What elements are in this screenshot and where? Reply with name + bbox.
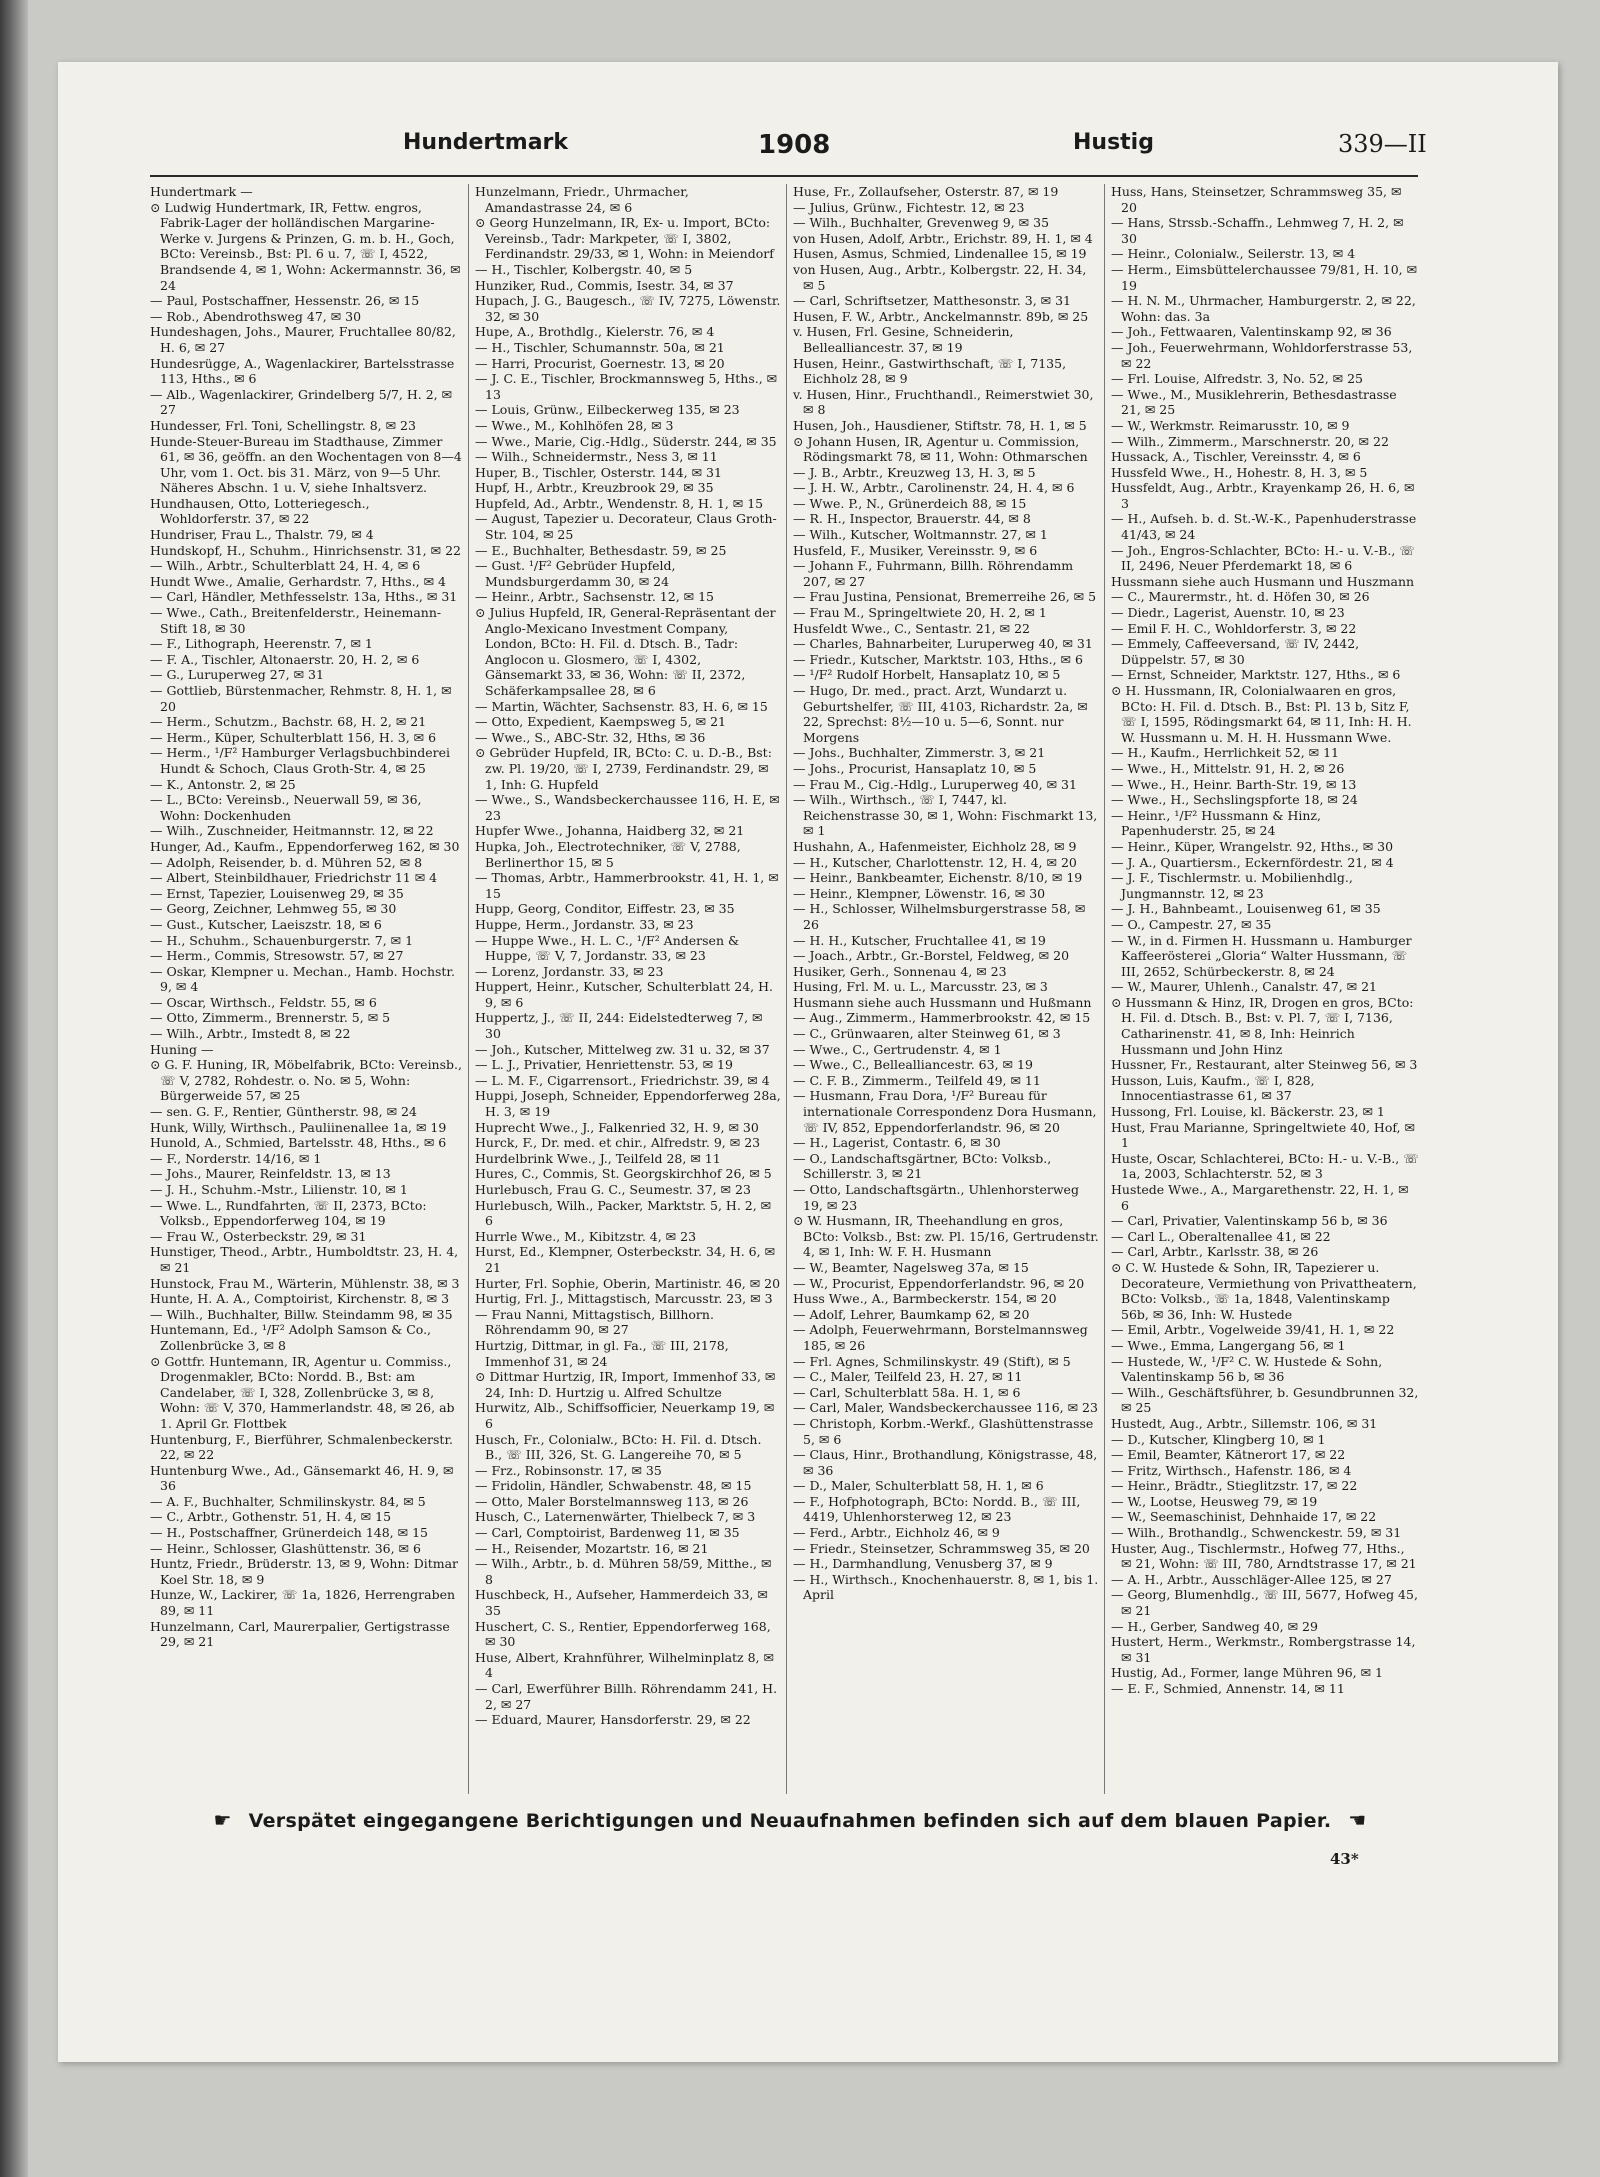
directory-entry: von Husen, Adolf, Arbtr., Erichstr. 89, H. 1, ✉ 4 <box>793 230 1093 246</box>
directory-entry: — Heinr., Colonialw., Seilerstr. 13, ✉ 4 <box>1111 246 1356 262</box>
directory-entry: Hustedt, Aug., Arbtr., Sillemstr. 106, ✉ 31 <box>1111 1415 1378 1431</box>
directory-entry: — Wwe., Marie, Cig.-Hdlg., Süderstr. 244, ✉ 35 <box>475 433 777 449</box>
directory-entry: Hurlebusch, Wilh., Packer, Marktstr. 5, H. 2, ✉ 6 <box>475 1197 772 1229</box>
directory-entry: Huntz, Friedr., Brüderstr. 13, ✉ 9, Wohn: Ditmar Koel Str. 18, ✉ 9 <box>150 1556 459 1587</box>
directory-columns <box>150 184 1418 1794</box>
directory-entry: — Eduard, Maurer, Hansdorferstr. 29, ✉ 22 <box>475 1712 751 1728</box>
directory-entry: von Husen, Aug., Arbtr., Kolbergstr. 22, H. 34, ✉ 5 <box>793 261 1087 293</box>
directory-entry: — Albert, Steinbildhauer, Friedrichstr 11 ✉ 4 <box>150 870 438 886</box>
directory-entry: — H., Darmhandlung, Venusberg 37, ✉ 9 <box>793 1556 1053 1572</box>
directory-entry: Husen, Heinr., Gastwirthschaft, ☏ I, 7135, Eichholz 28, ✉ 9 <box>793 355 1067 387</box>
directory-entry: Hunde-Steuer-Bureau im Stadthause, Zimmer 61, ✉ 36, geöffn. an den Wochentagen von 8—4 Uhr, vom 1. Oct. bis 31. März, von 9—5 Uhr. Näheres Abschn. 1 u. V, siehe Inhaltsverz. <box>150 433 462 496</box>
directory-entry: — Oscar, Wirthsch., Feldstr. 55, ✉ 6 <box>150 994 377 1010</box>
directory-entry: Husch, C., Laternenwärter, Thielbeck 7, ✉ 3 <box>475 1509 756 1525</box>
scan-edge <box>0 0 28 2177</box>
directory-entry: — Friedr., Kutscher, Marktstr. 103, Hths., ✉ 6 <box>793 651 1083 667</box>
footer-note-text: Verspätet eingegangene Berichtigungen und Neuaufnahmen befinden sich auf dem blauen Papier. <box>248 1810 1332 1832</box>
directory-entry: Hunzelmann, Friedr., Uhrmacher, Amandastrasse 24, ✉ 6 <box>475 184 689 215</box>
directory-entry: — Carl, Schulterblatt 58a. H. 1, ✉ 6 <box>793 1384 1021 1400</box>
directory-entry: — J. C. E., Tischler, Brockmannsweg 5, Hths., ✉ 13 <box>475 371 778 402</box>
directory-entry: — W., Procurist, Eppendorferlandstr. 96, ✉ 20 <box>793 1275 1085 1291</box>
directory-entry: — E. F., Schmied, Annenstr. 14, ✉ 11 <box>1111 1681 1345 1696</box>
directory-entry: — Husmann, Frau Dora, ¹/F² Bureau für internationale Correspondenz Dora Husmann, ☏ IV, 852, Eppendorferlandstr. 96, ✉ 20 <box>793 1088 1097 1135</box>
directory-entry: — Johs., Buchhalter, Zimmerstr. 3, ✉ 21 <box>793 745 1046 761</box>
directory-entry: Hundesrügge, A., Wagenlackirer, Bartelsstrasse 113, Hths., ✉ 6 <box>150 355 455 387</box>
header-first-entry: Hundertmark <box>403 130 569 155</box>
directory-entry: — Joach., Arbtr., Gr.-Borstel, Feldweg, ✉ 20 <box>793 948 1070 964</box>
directory-entry: — A. F., Buchhalter, Schmilinskystr. 84, ✉ 5 <box>150 1493 426 1509</box>
directory-entry: ⊙ C. W. Hustede & Sohn, IR, Tapezierer u. Decorateure, Vermiethung von Privattheatern, BCto: Volksb., ☏ 1a, 1848, Valentinskamp 56b, ✉ 36, Inh: W. Hustede <box>1111 1259 1417 1322</box>
directory-entry: — Heinr., Bankbeamter, Eichenstr. 8/10, ✉ 19 <box>793 870 1083 886</box>
directory-entry: Husen, Asmus, Schmied, Lindenallee 15, ✉ 19 <box>793 246 1087 262</box>
directory-entry: — Aug., Zimmerm., Hammerbrookstr. 42, ✉ 15 <box>793 1010 1091 1026</box>
directory-entry: — Joh., Fettwaaren, Valentinskamp 92, ✉ 36 <box>1111 324 1392 340</box>
directory-entry: ⊙ Julius Hupfeld, IR, General-Repräsentant der Anglo-Mexicano Investment Company, London, BCto: H. Fil. d. Dtsch. B., Tadr: Anglocon u. Glosmero, ☏ I, 4302, Gänsemarkt 33, ✉ 36, Wohn: ☏ II, 2372, Schäferkampsallee 28, ✉ 6 <box>475 605 776 698</box>
directory-entry: — K., Antonstr. 2, ✉ 25 <box>150 776 296 792</box>
directory-entry: — Carl, Privatier, Valentinskamp 56 b, ✉ 36 <box>1111 1213 1388 1229</box>
directory-entry: — Wwe., C., Gertrudenstr. 4, ✉ 1 <box>793 1041 1002 1057</box>
directory-entry: — Frl. Louise, Alfredstr. 3, No. 52, ✉ 25 <box>1111 371 1364 387</box>
directory-entry: Huppertz, J., ☏ II, 244: Eidelstedterweg 7, ✉ 30 <box>475 1010 763 1042</box>
directory-entry: Husch, Fr., Colonialw., BCto: H. Fil. d. Dtsch. B., ☏ III, 326, St. G. Langereihe 70, ✉ 5 <box>475 1431 762 1463</box>
directory-entry: Huste, Oscar, Schlachterei, BCto: H.- u. V.-B., ☏ 1a, 2003, Schlachterstr. 52, ✉ 3 <box>1111 1150 1419 1182</box>
directory-entry: — Frau M., Springeltwiete 20, H. 2, ✉ 1 <box>793 605 1047 621</box>
directory-entry: Hupfer Wwe., Johanna, Haidberg 32, ✉ 21 <box>475 823 745 839</box>
directory-entry: Hurtzig, Dittmar, in gl. Fa., ☏ III, 2178, Immenhof 31, ✉ 24 <box>475 1337 729 1369</box>
directory-entry: — Ernst, Schneider, Marktstr. 127, Hths., ✉ 6 <box>1111 667 1401 683</box>
directory-entry: — Frl. Agnes, Schmilinskystr. 49 (Stift), ✉ 5 <box>793 1353 1071 1369</box>
directory-entry: Hurrle Wwe., M., Kibitzstr. 4, ✉ 23 <box>475 1228 697 1244</box>
directory-entry: — Martin, Wächter, Sachsenstr. 83, H. 6, ✉ 15 <box>475 698 768 714</box>
directory-entry: — Wilh., Arbtr., Schulterblatt 24, H. 4, ✉ 6 <box>150 558 421 574</box>
directory-entry: — Wilh., Geschäftsführer, b. Gesundbrunnen 32, ✉ 25 <box>1111 1384 1419 1416</box>
directory-entry: Hundriser, Frau L., Thalstr. 79, ✉ 4 <box>150 527 374 543</box>
directory-entry: — W., Lootse, Heusweg 79, ✉ 19 <box>1111 1493 1318 1509</box>
directory-entry: — Johs., Maurer, Reinfeldstr. 13, ✉ 13 <box>150 1166 391 1182</box>
directory-entry: — Joh., Engros-Schlachter, BCto: H.- u. V.-B., ☏ II, 2496, Neuer Pferdemarkt 18, ✉ 6 <box>1111 542 1415 574</box>
directory-entry: Hures, C., Commis, St. Georgskirchhof 26, ✉ 5 <box>475 1166 772 1182</box>
directory-entry: Huper, B., Tischler, Osterstr. 144, ✉ 31 <box>475 464 722 480</box>
directory-entry: — J. H., Schuhm.-Mstr., Lilienstr. 10, ✉ 1 <box>150 1182 408 1197</box>
directory-entry: Hunzelmann, Carl, Maurerpalier, Gertigstrasse 29, ✉ 21 <box>150 1618 450 1650</box>
directory-entry: Huppe, Herm., Jordanstr. 33, ✉ 23 <box>475 916 694 932</box>
directory-entry: — Heinr., Brädtr., Stieglitzstr. 17, ✉ 22 <box>1111 1478 1358 1494</box>
directory-entry: — Emil F. H. C., Wohldorferstr. 3, ✉ 22 <box>1111 620 1357 636</box>
directory-entry: Huppert, Heinr., Kutscher, Schulterblatt 24, H. 9, ✉ 6 <box>475 979 773 1010</box>
directory-entry: — G., Luruperweg 27, ✉ 31 <box>150 667 324 683</box>
directory-entry: ⊙ W. Husmann, IR, Theehandlung en gros, BCto: Volksb., Bst: zw. Pl. 15/16, Gertrudenstr. 4, ✉ 1, Inh: W. F. H. Husmann <box>793 1213 1099 1260</box>
directory-entry: — H. N. M., Uhrmacher, Hamburgerstr. 2, ✉ 22, Wohn: das. 3a <box>1111 293 1416 324</box>
directory-entry: — F., Lithograph, Heerenstr. 7, ✉ 1 <box>150 636 373 652</box>
directory-entry: — Fritz, Wirthsch., Hafenstr. 186, ✉ 4 <box>1111 1462 1352 1478</box>
header-rule <box>150 175 1418 177</box>
directory-entry: — W., Maurer, Uhlenh., Canalstr. 47, ✉ 21 <box>1111 979 1377 995</box>
directory-entry: ⊙ Hussmann & Hinz, IR, Drogen en gros, BCto: H. Fil. d. Dtsch. B., Bst: v. Pl. 7, ☏ I, 7136, Catharinenstr. 41, ✉ 8, Inh: Heinrich Hussmann und John Hinz <box>1111 994 1414 1057</box>
directory-entry: — Louis, Grünw., Eilbeckerweg 135, ✉ 23 <box>475 402 740 418</box>
directory-entry: — Wilh., Buchhalter, Billw. Steindamm 98, ✉ 35 <box>150 1306 453 1322</box>
directory-entry: — Heinr., Schlosser, Glashüttenstr. 36, ✉ 6 <box>150 1540 421 1556</box>
directory-entry: — Herm., Küper, Schulterblatt 156, H. 3, ✉ 6 <box>150 729 437 745</box>
directory-entry: Husen, Joh., Hausdiener, Stiftstr. 78, H. 1, ✉ 5 <box>793 417 1087 433</box>
directory-entry: — A. H., Arbtr., Ausschläger-Allee 125, ✉ 27 <box>1111 1571 1392 1587</box>
directory-entry: Huschert, C. S., Rentier, Eppendorferweg 168, ✉ 30 <box>475 1618 771 1650</box>
directory-entry: ⊙ Gottfr. Huntemann, IR, Agentur u. Commiss., Drogenmakler, BCto: Nordd. B., Bst: am Candelaber, ☏ I, 328, Zollenbrücke 3, ✉ 8, Wohn: ☏ V, 370, Hammerlandstr. 48, ✉ 26, ab 1. April Gr. Flottbek <box>150 1353 455 1431</box>
pointing-hand-left-icon: ☚ <box>1348 1808 1367 1832</box>
directory-entry: — Carl, Comptoirist, Bardenweg 11, ✉ 35 <box>475 1525 740 1541</box>
directory-entry: — Wwe., C., Bellealliancestr. 63, ✉ 19 <box>793 1057 1033 1073</box>
directory-entry: — Wilh., Buchhalter, Grevenweg 9, ✉ 35 <box>793 215 1050 231</box>
directory-entry: Huschbeck, H., Aufseher, Hammerdeich 33, ✉ 35 <box>475 1587 768 1619</box>
directory-entry: — Otto, Maler Borstelmannsweg 113, ✉ 26 <box>475 1493 749 1509</box>
column-3 <box>786 184 1099 1794</box>
directory-entry: — Ferd., Arbtr., Eichholz 46, ✉ 9 <box>793 1525 1000 1541</box>
header-page-number: 339—II <box>1338 130 1427 158</box>
directory-entry: ⊙ Dittmar Hurtzig, IR, Import, Immenhof 33, ✉ 24, Inh: D. Hurtzig u. Alfred Schultze <box>475 1369 776 1400</box>
directory-entry: Huntenburg, F., Bierführer, Schmalenbeckerstr. 22, ✉ 22 <box>150 1431 454 1463</box>
directory-entry: — Wwe., Cath., Breitenfelderstr., Heinemann-Stift 18, ✉ 30 <box>150 605 442 636</box>
directory-entry: — Frau Justina, Pensionat, Bremerreihe 26, ✉ 5 <box>793 589 1097 605</box>
directory-entry: — Heinr., ¹/F² Hussmann & Hinz, Papenhuderstr. 25, ✉ 24 <box>1111 807 1321 839</box>
directory-entry: — Gust. ¹/F² Gebrüder Hupfeld, Mundsburgerdamm 30, ✉ 24 <box>475 558 676 589</box>
directory-entry: — Lorenz, Jordanstr. 33, ✉ 23 <box>475 963 664 979</box>
directory-entry: Hurtig, Frl. J., Mittagstisch, Marcusstr. 23, ✉ 3 <box>475 1291 773 1307</box>
directory-entry: ⊙ Ludwig Hundertmark, IR, Fettw. engros, Fabrik-Lager der holländischen Margarine-Werke v. Jurgens & Prinzen, G. m. b. H., Goch, BCto: Vereinsb., Bst: Pl. 6 u. 7, ☏ I, 4522, Brandsende 4, ✉ 1, Wohn: Ackermannstr. 36, ✉ 24 <box>150 199 461 293</box>
directory-entry: — D., Maler, Schulterblatt 58, H. 1, ✉ 6 <box>793 1478 1044 1494</box>
directory-entry: ⊙ H. Hussmann, IR, Colonialwaaren en gros, BCto: H. Fil. d. Dtsch. B., Bst: Pl. 13 b, Sitz F, ☏ I, 1595, Rödingsmarkt 64, ✉ 11, Inh: H. H. W. Hussmann u. M. H. H. Hussmann Wwe. <box>1111 683 1412 745</box>
directory-entry: — C., Arbtr., Gothenstr. 51, H. 4, ✉ 15 <box>150 1509 392 1525</box>
directory-entry: — O., Landschaftsgärtner, BCto: Volksb., Schillerstr. 3, ✉ 21 <box>793 1150 1052 1182</box>
directory-entry: Hussmann siehe auch Husmann und Huszmann <box>1111 573 1415 589</box>
directory-entry: — Joh., Feuerwehrmann, Wohldorferstrasse 53, ✉ 22 <box>1111 339 1413 371</box>
directory-entry: — D., Kutscher, Klingberg 10, ✉ 1 <box>1111 1431 1326 1447</box>
header-year: 1908 <box>758 130 831 160</box>
directory-entry: Huse, Albert, Krahnführer, Wilhelminplatz 8, ✉ 4 <box>475 1649 774 1681</box>
directory-entry: — Herm., Schutzm., Bachstr. 68, H. 2, ✉ 21 <box>150 714 427 730</box>
directory-entry: ⊙ G. F. Huning, IR, Möbelfabrik, BCto: Vereinsb., ☏ V, 2782, Rohdestr. o. No. ✉ 5, Wohn: Bürgerweide 57, ✉ 25 <box>150 1057 462 1104</box>
directory-entry: Hunold, A., Schmied, Bartelsstr. 48, Hths., ✉ 6 <box>150 1135 447 1151</box>
directory-entry: — W., Beamter, Nagelsweg 37a, ✉ 15 <box>793 1259 1029 1275</box>
directory-entry: — H., Tischler, Kolbergstr. 40, ✉ 5 <box>475 261 693 277</box>
directory-entry: — Otto, Expedient, Kaempsweg 5, ✉ 21 <box>475 714 727 730</box>
directory-entry: — Herm., Eimsbüttelerchaussee 79/81, H. 10, ✉ 19 <box>1111 261 1418 293</box>
directory-entry: — Georg, Zeichner, Lehmweg 55, ✉ 30 <box>150 901 397 917</box>
directory-entry: — H., Tischler, Schumannstr. 50a, ✉ 21 <box>475 339 725 355</box>
directory-entry: Huster, Aug., Tischlermstr., Hofweg 77, Hths., ✉ 21, Wohn: ☏ III, 780, Arndtstrasse 17, ✉ 21 <box>1111 1540 1417 1572</box>
directory-entry: — H., Postschaffner, Grünerdeich 148, ✉ 15 <box>150 1525 428 1541</box>
directory-entry: Husson, Luis, Kaufm., ☏ I, 828, Innocentiastrasse 61, ✉ 37 <box>1111 1072 1315 1104</box>
directory-entry: Huppi, Joseph, Schneider, Eppendorferweg 28a, H. 3, ✉ 19 <box>475 1088 781 1120</box>
directory-entry: — Diedr., Lagerist, Auenstr. 10, ✉ 23 <box>1111 605 1345 621</box>
directory-entry: — Rob., Abendrothsweg 47, ✉ 30 <box>150 308 362 324</box>
directory-entry: Hustede Wwe., A., Margarethenstr. 22, H. 1, ✉ 6 <box>1111 1182 1409 1213</box>
directory-entry: — J. F., Tischlermstr. u. Mobilienhdlg., Jungmannstr. 12, ✉ 23 <box>1111 870 1353 901</box>
directory-entry: — Wwe., H., Mittelstr. 91, H. 2, ✉ 26 <box>1111 760 1345 776</box>
directory-entry: — H., Schuhm., Schauenburgerstr. 7, ✉ 1 <box>150 932 414 948</box>
directory-entry: Hussack, A., Tischler, Vereinsstr. 4, ✉ 6 <box>1111 449 1361 465</box>
directory-entry: Huntemann, Ed., ¹/F² Adolph Samson & Co., Zollenbrücke 3, ✉ 8 <box>150 1322 432 1353</box>
directory-entry: Huss, Hans, Steinsetzer, Schrammsweg 35, ✉ 20 <box>1111 184 1402 215</box>
directory-entry: — Wwe., H., Heinr. Barth-Str. 19, ✉ 13 <box>1111 776 1357 792</box>
directory-entry: — Heinr., Arbtr., Sachsenstr. 12, ✉ 15 <box>475 589 715 605</box>
directory-entry: Hundskopf, H., Schuhm., Hinrichsenstr. 31, ✉ 22 <box>150 542 461 558</box>
directory-entry: Husfeldt Wwe., C., Sentastr. 21, ✉ 22 <box>793 620 1030 636</box>
directory-entry: Husmann siehe auch Hussmann und Hußmann <box>793 994 1092 1010</box>
directory-entry: ⊙ Gebrüder Hupfeld, IR, BCto: C. u. D.-B., Bst: zw. Pl. 19/20, ☏ I, 2739, Ferdinandstr. 29, ✉ 1, Inh: G. Hupfeld <box>475 745 772 792</box>
directory-entry: — Claus, Hinr., Brothandlung, Königstrasse, 48, ✉ 36 <box>793 1447 1098 1478</box>
directory-entry: — Huppe Wwe., H. L. C., ¹/F² Andersen & Huppe, ☏ V, 7, Jordanstr. 33, ✉ 23 <box>475 932 740 964</box>
directory-entry: Hussner, Fr., Restaurant, alter Steinweg 56, ✉ 3 <box>1111 1057 1418 1073</box>
directory-entry: Hundhausen, Otto, Lotteriegesch., Wohldorferstr. 37, ✉ 22 <box>150 495 370 527</box>
directory-entry: Husen, F. W., Arbtr., Anckelmannstr. 89b, ✉ 25 <box>793 308 1089 324</box>
directory-entry: — Gust., Kutscher, Laeiszstr. 18, ✉ 6 <box>150 916 382 932</box>
directory-entry: — C., Maler, Teilfeld 23, H. 27, ✉ 11 <box>793 1369 1023 1385</box>
footer-note <box>160 1808 1420 1832</box>
directory-entry: — Ernst, Tapezier, Louisenweg 29, ✉ 35 <box>150 885 404 901</box>
directory-entry: — Wwe., M., Kohlhöfen 28, ✉ 3 <box>475 417 674 433</box>
directory-entry: Hussong, Frl. Louise, kl. Bäckerstr. 23, ✉ 1 <box>1111 1104 1385 1120</box>
column-2 <box>468 184 781 1794</box>
directory-entry: Hustig, Ad., Former, lange Mühren 96, ✉ 1 <box>1111 1665 1383 1681</box>
directory-entry: — L. J., Privatier, Henriettenstr. 53, ✉ 19 <box>475 1057 733 1073</box>
directory-entry: — Carl L., Oberaltenallee 41, ✉ 22 <box>1111 1228 1331 1244</box>
directory-entry: — Adolph, Reisender, b. d. Mühren 52, ✉ 8 <box>150 854 423 870</box>
directory-entry: — L. M. F., Cigarrensort., Friedrichstr. 39, ✉ 4 <box>475 1072 770 1088</box>
directory-entry: — Wwe., M., Musiklehrerin, Bethesdastrasse 21, ✉ 25 <box>1111 386 1397 418</box>
directory-entry: — Wilh., Zuschneider, Heitmannstr. 12, ✉ 22 <box>150 823 434 839</box>
directory-entry: — Frz., Robinsonstr. 17, ✉ 35 <box>475 1462 662 1478</box>
directory-entry: — W., Seemaschinist, Dehnhaide 17, ✉ 22 <box>1111 1509 1377 1525</box>
directory-entry: Hupe, A., Brothdlg., Kielerstr. 76, ✉ 4 <box>475 324 715 340</box>
directory-entry: — Wwe., Emma, Langergang 56, ✉ 1 <box>1111 1337 1346 1353</box>
directory-entry: — C. F. B., Zimmerm., Teilfeld 49, ✉ 11 <box>793 1072 1041 1088</box>
directory-entry: — Gottlieb, Bürstenmacher, Rehmstr. 8, H. 1, ✉ 20 <box>150 683 452 714</box>
directory-entry: Husiker, Gerh., Sonnenau 4, ✉ 23 <box>793 963 1007 979</box>
directory-entry: — W., Werkmstr. Reimarusstr. 10, ✉ 9 <box>1111 417 1350 433</box>
directory-entry: — F., Norderstr. 14/16, ✉ 1 <box>150 1150 322 1166</box>
directory-entry: Hunziker, Rud., Commis, Isestr. 34, ✉ 37 <box>475 277 734 293</box>
directory-entry: — Julius, Grünw., Fichtestr. 12, ✉ 23 <box>793 199 1025 215</box>
directory-entry: — Wwe., S., Wandsbeckerchaussee 116, H. E, ✉ 23 <box>475 792 780 823</box>
directory-entry: ⊙ Johann Husen, IR, Agentur u. Commission, Rödingsmarkt 78, ✉ 11, Wohn: Othmarschen <box>793 433 1088 465</box>
directory-entry: Hundertmark — <box>150 184 253 199</box>
directory-entry: Hupka, Joh., Electrotechniker, ☏ V, 2788, Berlinerthor 15, ✉ 5 <box>475 838 741 870</box>
directory-entry: — Wilh., Arbtr., b. d. Mühren 58/59, Mitthe., ✉ 8 <box>475 1556 772 1587</box>
directory-entry: — Wilh., Brothandlg., Schwenckestr. 59, ✉ 31 <box>1111 1525 1402 1541</box>
directory-entry: Hurck, F., Dr. med. et chir., Alfredstr. 9, ✉ 23 <box>475 1135 761 1151</box>
directory-entry: — Frau Nanni, Mittagstisch, Billhorn. Röhrendamm 90, ✉ 27 <box>475 1306 714 1338</box>
directory-entry: — Wilh., Kutscher, Woltmannstr. 27, ✉ 1 <box>793 527 1048 543</box>
directory-entry: — Adolph, Feuerwehrmann, Borstelmannsweg 185, ✉ 26 <box>793 1322 1088 1353</box>
directory-entry: — Fridolin, Händler, Schwabenstr. 48, ✉ 15 <box>475 1478 752 1494</box>
directory-entry: — Charles, Bahnarbeiter, Luruperweg 40, ✉ 31 <box>793 636 1093 652</box>
directory-entry: — Hustede, W., ¹/F² C. W. Hustede & Sohn, Valentinskamp 56 b, ✉ 36 <box>1111 1353 1383 1385</box>
directory-entry: Huning — <box>150 1041 214 1057</box>
directory-entry: Hundt Wwe., Amalie, Gerhardstr. 7, Hths., ✉ 4 <box>150 573 446 589</box>
directory-entry: Hushahn, A., Hafenmeister, Eichholz 28, ✉ 9 <box>793 838 1077 854</box>
directory-entry: Hurlebusch, Frau G. C., Seumestr. 37, ✉ 23 <box>475 1182 751 1197</box>
directory-entry: Hunk, Willy, Wirthsch., Pauliinenallee 1a, ✉ 19 <box>150 1119 447 1135</box>
directory-entry: Husfeld, F., Musiker, Vereinsstr. 9, ✉ 6 <box>793 542 1038 558</box>
directory-entry: Hurwitz, Alb., Schiffsofficier, Neuerkamp 19, ✉ 6 <box>475 1400 775 1431</box>
directory-entry: — R. H., Inspector, Brauerstr. 44, ✉ 8 <box>793 511 1031 527</box>
directory-entry: — H., Lagerist, Contastr. 6, ✉ 30 <box>793 1135 1001 1151</box>
directory-entry: — Carl, Händler, Methfesselstr. 13a, Hths., ✉ 31 <box>150 589 458 605</box>
directory-entry: — Frau M., Cig.-Hdlg., Luruperweg 40, ✉ 31 <box>793 776 1077 792</box>
directory-entry: Hupach, J. G., Baugesch., ☏ IV, 7275, Löwenstr. 32, ✉ 30 <box>475 293 781 324</box>
directory-entry: — Friedr., Steinsetzer, Schrammsweg 35, ✉ 20 <box>793 1540 1090 1556</box>
directory-entry: — Carl, Ewerführer Billh. Röhrendamm 241, H. 2, ✉ 27 <box>475 1681 778 1712</box>
directory-entry: — O., Campestr. 27, ✉ 35 <box>1111 916 1272 932</box>
directory-entry: — Emmely, Caffeeversand, ☏ IV, 2442, Düppelstr. 57, ✉ 30 <box>1111 636 1360 667</box>
directory-entry: Huse, Fr., Zollaufseher, Osterstr. 87, ✉ 19 <box>793 184 1059 199</box>
directory-entry: Hunze, W., Lackirer, ☏ 1a, 1826, Herrengraben 89, ✉ 11 <box>150 1587 456 1619</box>
directory-entry: — ¹/F² Rudolf Horbelt, Hansaplatz 10, ✉ 5 <box>793 667 1061 683</box>
directory-entry: — Oskar, Klempner u. Mechan., Hamb. Hochstr. 9, ✉ 4 <box>150 963 456 995</box>
directory-entry: — Georg, Blumenhdlg., ☏ III, 5677, Hofweg 45, ✉ 21 <box>1111 1587 1418 1619</box>
directory-entry: — H., Schlosser, Wilhelmsburgerstrasse 58, ✉ 26 <box>793 901 1086 932</box>
directory-entry: Hunstock, Frau M., Wärterin, Mühlenstr. 38, ✉ 3 <box>150 1275 460 1291</box>
directory-entry: Hupfeld, Ad., Arbtr., Wendenstr. 8, H. 1, ✉ 15 <box>475 495 764 511</box>
directory-entry: Hundesser, Frl. Toni, Schellingstr. 8, ✉ 23 <box>150 417 416 433</box>
directory-entry: Hunstiger, Theod., Arbtr., Humboldtstr. 23, H. 4, ✉ 21 <box>150 1244 459 1275</box>
directory-entry: — H. H., Kutscher, Fruchtallee 41, ✉ 19 <box>793 932 1046 948</box>
directory-entry: — F., Hofphotograph, BCto: Nordd. B., ☏ III, 4419, Uhlenhorsterweg 12, ✉ 23 <box>793 1493 1081 1525</box>
directory-entry: — Frau W., Osterbeckstr. 29, ✉ 31 <box>150 1228 367 1244</box>
directory-entry: — J. H., Bahnbeamt., Louisenweg 61, ✉ 35 <box>1111 901 1381 917</box>
directory-entry: — Christoph, Korbm.-Werkf., Glashüttenstrasse 5, ✉ 6 <box>793 1415 1094 1447</box>
directory-entry: — H., Wirthsch., Knochenhauerstr. 8, ✉ 1, bis 1. April <box>793 1571 1099 1603</box>
directory-entry: — Thomas, Arbtr., Hammerbrookstr. 41, H. 1, ✉ 15 <box>475 870 779 901</box>
directory-entry: — Heinr., Küper, Wrangelstr. 92, Hths., ✉ 30 <box>1111 838 1394 854</box>
directory-entry: — Wilh., Arbtr., Imstedt 8, ✉ 22 <box>150 1026 351 1042</box>
directory-entry: — H., Kaufm., Herrlichkeit 52, ✉ 11 <box>1111 745 1340 761</box>
directory-entry: — H., Reisender, Mozartstr. 16, ✉ 21 <box>475 1540 709 1556</box>
directory-entry: Hupf, H., Arbtr., Kreuzbrook 29, ✉ 35 <box>475 480 714 496</box>
directory-entry: — E., Buchhalter, Bethesdastr. 59, ✉ 25 <box>475 542 727 558</box>
directory-entry: Hustert, Herm., Werkmstr., Rombergstrasse 14, ✉ 31 <box>1111 1634 1416 1665</box>
directory-entry: — Wwe. L., Rundfahrten, ☏ II, 2373, BCto: Volksb., Eppendorferweg 104, ✉ 19 <box>150 1197 427 1229</box>
directory-entry: — H., Gerber, Sandweg 40, ✉ 29 <box>1111 1618 1318 1634</box>
directory-entry: — Wwe. P., N., Grünerdeich 88, ✉ 15 <box>793 495 1027 511</box>
directory-entry: Hupp, Georg, Conditor, Eiffestr. 23, ✉ 35 <box>475 901 735 917</box>
directory-entry: Huntenburg Wwe., Ad., Gänsemarkt 46, H. 9, ✉ 36 <box>150 1462 454 1494</box>
directory-entry: — J. B., Arbtr., Kreuzweg 13, H. 3, ✉ 5 <box>793 464 1036 480</box>
directory-entry: — Otto, Landschaftsgärtn., Uhlenhorsterweg 19, ✉ 23 <box>793 1182 1079 1213</box>
directory-entry: — Carl, Schriftsetzer, Matthesonstr. 3, ✉ 31 <box>793 293 1071 309</box>
directory-entry: Husing, Frl. M. u. L., Marcusstr. 23, ✉ 3 <box>793 979 1048 995</box>
directory-entry: — Wwe., S., ABC-Str. 32, Hths, ✉ 36 <box>475 729 706 745</box>
directory-entry: — August, Tapezier u. Decorateur, Claus Groth-Str. 104, ✉ 25 <box>475 511 777 543</box>
directory-entry: — W., in d. Firmen H. Hussmann u. Hamburger Kaffeerösterei „Gloria“ Walter Hussmann, ☏ III, 2652, Schürbeckerstr. 8, ✉ 24 <box>1111 932 1412 979</box>
directory-entry: — Carl, Maler, Wandsbeckerchaussee 116, ✉ 23 <box>793 1400 1098 1416</box>
directory-entry: — Harri, Procurist, Goernestr. 13, ✉ 20 <box>475 355 725 371</box>
directory-entry: — L., BCto: Vereinsb., Neuerwall 59, ✉ 36, Wohn: Dockenhuden <box>150 792 422 823</box>
directory-entry: — Hugo, Dr. med., pract. Arzt, Wundarzt u. Geburtshelfer, ☏ III, 4103, Richardstr. 2a, ✉ 22, Sprechst: 8½—10 u. 5—6, Sonnt. nur Morgens <box>793 683 1088 745</box>
directory-entry: ⊙ Georg Hunzelmann, IR, Ex- u. Import, BCto: Vereinsb., Tadr: Markpeter, ☏ I, 3802, Ferdinandstr. 29/33, ✉ 1, Wohn: in Meiendorf <box>475 215 774 262</box>
directory-entry: Hurst, Ed., Klempner, Osterbeckstr. 34, H. 6, ✉ 21 <box>475 1244 776 1275</box>
directory-entry: — Adolf, Lehrer, Baumkamp 62, ✉ 20 <box>793 1306 1030 1322</box>
directory-entry: Huss Wwe., A., Barmbeckerstr. 154, ✉ 20 <box>793 1291 1057 1307</box>
directory-entry: — J. A., Quartiersm., Eckernfördestr. 21, ✉ 4 <box>1111 854 1394 870</box>
directory-entry: — Wilh., Schneidermstr., Ness 3, ✉ 11 <box>475 449 718 465</box>
directory-entry: Hunger, Ad., Kaufm., Eppendorferweg 162, ✉ 30 <box>150 838 460 854</box>
directory-entry: — Emil, Arbtr., Vogelweide 39/41, H. 1, ✉ 22 <box>1111 1322 1395 1338</box>
directory-entry: — Carl, Arbtr., Karlsstr. 38, ✉ 26 <box>1111 1244 1319 1260</box>
directory-entry: — Emil, Beamter, Kätnerort 17, ✉ 22 <box>1111 1447 1346 1463</box>
directory-entry: — Wwe., H., Sechslingspforte 18, ✉ 24 <box>1111 792 1358 808</box>
directory-entry: — H., Aufseh. b. d. St.-W.-K., Papenhuderstrasse 41/43, ✉ 24 <box>1111 511 1417 543</box>
directory-entry: Hussfeld Wwe., H., Hohestr. 8, H. 3, ✉ 5 <box>1111 464 1368 480</box>
directory-entry: v. Husen, Frl. Gesine, Schneiderin, Bellealliancestr. 37, ✉ 19 <box>793 324 1014 355</box>
directory-entry: — Wilh., Wirthsch., ☏ I, 7447, kl. Reichenstrasse 30, ✉ 1, Wohn: Fischmarkt 13, ✉ 1 <box>793 792 1098 839</box>
directory-entry: — Joh., Kutscher, Mittelweg zw. 31 u. 32, ✉ 37 <box>475 1041 770 1057</box>
directory-entry: — Herm., ¹/F² Hamburger Verlagsbuchbinderei Hundt & Schoch, Claus Groth-Str. 4, ✉ 25 <box>150 745 451 776</box>
directory-entry: — C., Maurermstr., ht. d. Höfen 30, ✉ 26 <box>1111 589 1370 605</box>
page-header <box>98 130 1438 172</box>
directory-entry: — sen. G. F., Rentier, Güntherstr. 98, ✉ 24 <box>150 1104 417 1120</box>
directory-entry: Hussfeldt, Aug., Arbtr., Krayenkamp 26, H. 6, ✉ 3 <box>1111 480 1415 511</box>
directory-entry: — F. A., Tischler, Altonaerstr. 20, H. 2, ✉ 6 <box>150 651 420 667</box>
directory-entry: — Otto, Zimmerm., Brennerstr. 5, ✉ 5 <box>150 1010 391 1026</box>
directory-entry: Hurdelbrink Wwe., J., Teilfeld 28, ✉ 11 <box>475 1150 721 1166</box>
directory-entry: — Herm., Commis, Stresowstr. 57, ✉ 27 <box>150 948 404 964</box>
directory-entry: — Wilh., Zimmerm., Marschnerstr. 20, ✉ 22 <box>1111 433 1389 449</box>
directory-entry: Huprecht Wwe., J., Falkenried 32, H. 9, ✉ 30 <box>475 1119 759 1135</box>
directory-entry: — C., Grünwaaren, alter Steinweg 61, ✉ 3 <box>793 1026 1061 1042</box>
directory-entry: Hundeshagen, Johs., Maurer, Fruchtallee 80/82, H. 6, ✉ 27 <box>150 324 456 355</box>
directory-entry: Hurter, Frl. Sophie, Oberin, Martinistr. 46, ✉ 20 <box>475 1275 781 1291</box>
directory-entry: — J. H. W., Arbtr., Carolinenstr. 24, H. 4, ✉ 6 <box>793 480 1075 496</box>
sheet-signature: 43* <box>1330 1850 1359 1868</box>
directory-entry: v. Husen, Hinr., Fruchthandl., Reimerstwiet 30, ✉ 8 <box>793 386 1094 418</box>
directory-entry: — Johs., Procurist, Hansaplatz 10, ✉ 5 <box>793 760 1037 776</box>
directory-entry: — Hans, Strssb.-Schaffn., Lehmweg 7, H. 2, ✉ 30 <box>1111 215 1404 246</box>
directory-entry: — H., Kutscher, Charlottenstr. 12, H. 4, ✉ 20 <box>793 854 1077 870</box>
column-4 <box>1104 184 1419 1794</box>
directory-entry: — Alb., Wagenlackirer, Grindelberg 5/7, H. 2, ✉ 27 <box>150 386 453 418</box>
header-last-entry: Hustig <box>1073 130 1154 155</box>
directory-entry: — Johann F., Fuhrmann, Billh. Röhrendamm 207, ✉ 27 <box>793 558 1074 589</box>
directory-entry: — Heinr., Klempner, Löwenstr. 16, ✉ 30 <box>793 885 1046 901</box>
column-1 <box>150 184 462 1794</box>
directory-entry: Hunte, H. A. A., Comptoirist, Kirchenstr. 8, ✉ 3 <box>150 1291 450 1307</box>
directory-entry: Hust, Frau Marianne, Springeltwiete 40, Hof, ✉ 1 <box>1111 1119 1415 1151</box>
directory-entry: — Paul, Postschaffner, Hessenstr. 26, ✉ 15 <box>150 293 420 309</box>
pointing-hand-right-icon: ☛ <box>213 1808 232 1832</box>
